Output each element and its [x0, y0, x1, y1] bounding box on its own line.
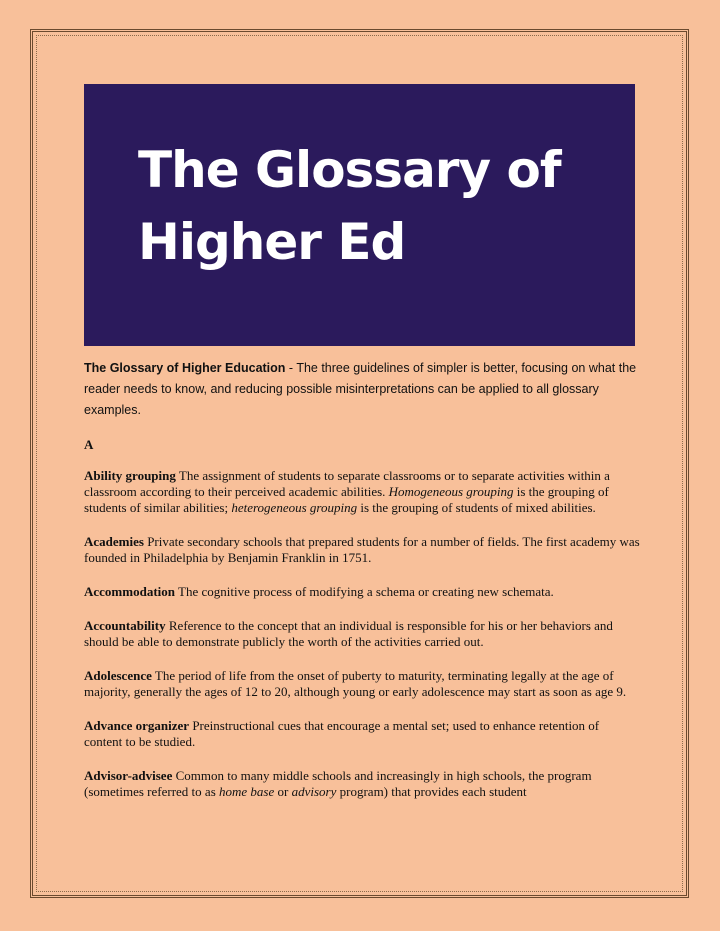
glossary-term: Academies: [84, 534, 144, 549]
glossary-definition: The assignment of students to separate classrooms or to separate activities within a classroom according to their perceived academic abilities.: [84, 468, 610, 499]
glossary-definition: The cognitive process of modifying a schema or creating new schemata.: [175, 584, 554, 599]
intro-title: The Glossary of Higher Education: [84, 361, 286, 375]
banner-title: The Glossary of Higher Ed: [138, 141, 561, 271]
glossary-definition: The period of life from the onset of puberty to maturity, terminating legally at the age of majority, generally the ages of 12 to 20, although young or early adolescence may start as soon as age 9.: [84, 668, 627, 699]
glossary-definition: is the grouping of students of similar abilities;: [84, 484, 609, 515]
title-banner: [84, 84, 635, 346]
glossary-term: Accommodation: [84, 584, 175, 599]
intro-paragraph: [84, 358, 640, 421]
glossary-definition: Preinstructional cues that encourage a mental set; used to enhance retention of content to be studied.: [84, 718, 600, 749]
glossary-entry: [84, 768, 640, 800]
glossary-entries: [84, 468, 640, 800]
glossary-emphasis: advisory: [291, 784, 337, 799]
glossary-entry: [84, 534, 640, 566]
glossary-term: Advance organizer: [84, 718, 190, 733]
glossary-term: Accountability: [84, 618, 166, 633]
glossary-term: Adolescence: [84, 668, 152, 683]
glossary-term: Ability grouping: [84, 468, 176, 483]
glossary-entry: [84, 618, 640, 650]
glossary-definition: is the grouping of students of mixed abilities.: [357, 500, 596, 515]
glossary-term: Advisor-advisee: [84, 768, 173, 783]
glossary-entry: [84, 584, 640, 600]
document-body: [84, 358, 640, 818]
glossary-definition: or: [274, 784, 292, 799]
glossary-definition: Common to many middle schools and increasingly in high schools, the program (sometimes referred to as: [84, 768, 592, 799]
glossary-entry: [84, 468, 640, 516]
glossary-emphasis: heterogeneous grouping: [231, 500, 358, 515]
section-letter: A: [84, 437, 94, 452]
glossary-entry: [84, 668, 640, 700]
glossary-definition: Private secondary schools that prepared students for a number of fields. The first academy was founded in Philadelphia by Benjamin Franklin in 1751.: [84, 534, 640, 565]
glossary-emphasis: home base: [219, 784, 275, 799]
intro-text: - The three guidelines of simpler is better, focusing on what the reader needs to know, and reducing possible misinterpretations can be applied to all glossary examples.: [84, 361, 637, 417]
glossary-entry: [84, 718, 640, 750]
glossary-definition: Reference to the concept that an individual is responsible for his or her behaviors and should be able to demonstrate publicly the worth of the activities carried out.: [84, 618, 613, 649]
glossary-emphasis: Homogeneous grouping: [388, 484, 514, 499]
glossary-definition: program) that provides each student: [336, 784, 527, 799]
